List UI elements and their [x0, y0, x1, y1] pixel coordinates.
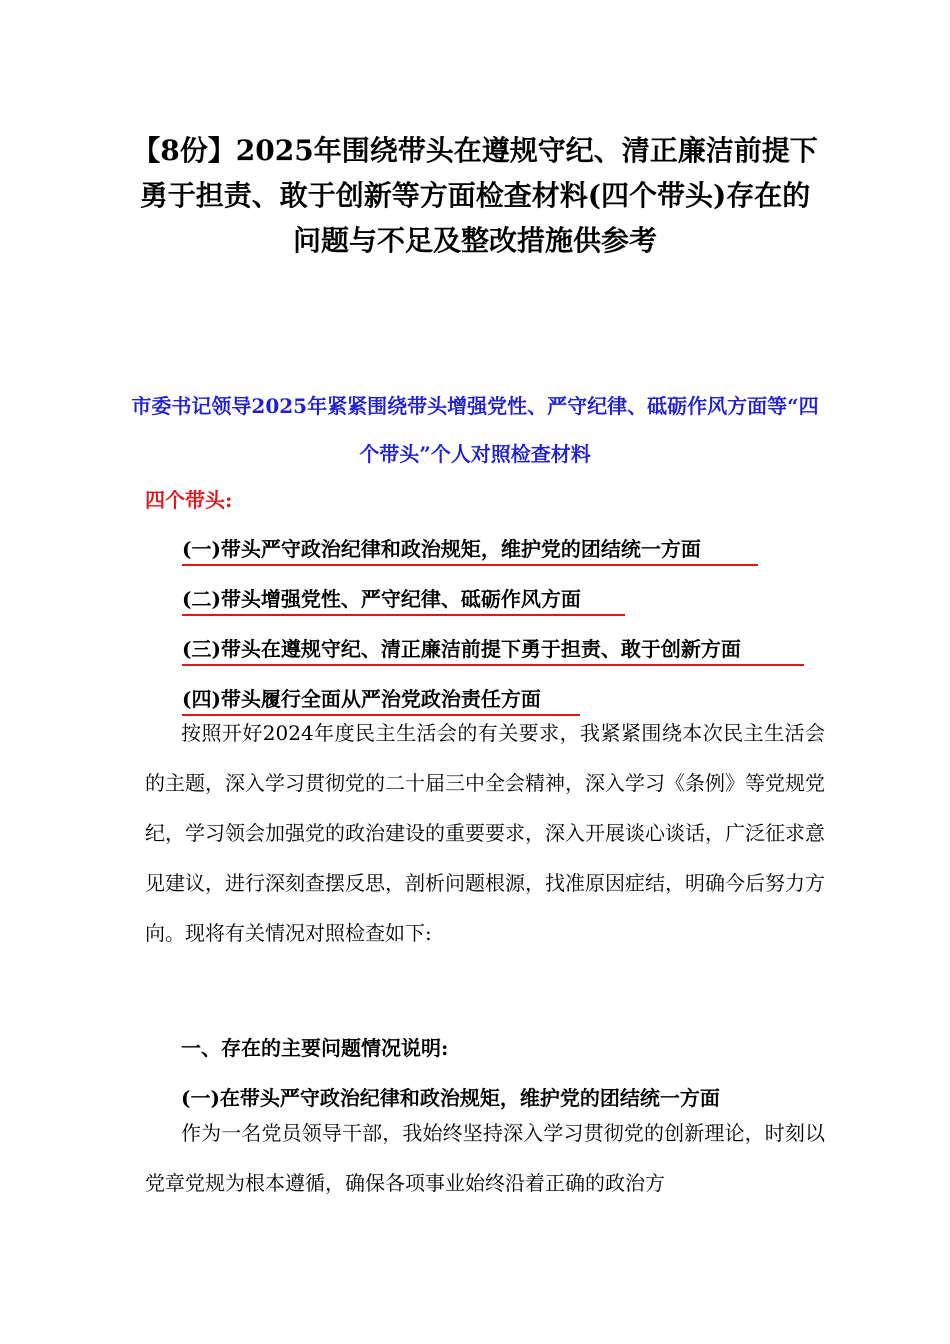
main-title: 【8份】2025年围绕带头在遵规守纪、清正廉洁前提下勇于担责、敢于创新等方面检查材料(四个带头)存在的问题与不足及整改措施供参考	[132, 134, 818, 257]
body-paragraph: 作为一名党员领导干部，我始终坚持深入学习贯彻党的创新理论，时刻以党章党规为根本遵循，确保各项事业始终沿着正确的政治方	[145, 1121, 825, 1195]
list-item: (二)带头增强党性、严守纪律、砥砺作风方面	[182, 584, 625, 616]
list-item: (一)带头严守政治纪律和政治规矩，维护党的团结统一方面	[182, 534, 758, 566]
section-heading: 一、存在的主要问题情况说明:	[181, 1036, 449, 1060]
four-leads-heading: 四个带头:	[145, 488, 233, 512]
subtitle: 市委书记领导2025年紧紧围绕带头增强党性、严守纪律、砥砺作风方面等“四个带头”个人对照检查材料	[131, 394, 819, 466]
intro-paragraph: 按照开好2024年度民主生活会的有关要求，我紧紧围绕本次民主生活会的主题，深入学习贯彻党的二十届三中全会精神，深入学习《条例》等党规党纪，学习领会加强党的政治建设的重要要求，深入开展谈心谈话，广泛征求意见建议，进行深刻查摆反思，剖析问题根源，找准原因症结，明确今后努力方向。现将有关情况对照检查如下:	[145, 721, 825, 945]
sub-heading: (一)在带头严守政治纪律和政治规矩，维护党的团结统一方面	[181, 1086, 720, 1110]
list-item: (四)带头履行全面从严治党政治责任方面	[182, 684, 580, 716]
list-item: (三)带头在遵规守纪、清正廉洁前提下勇于担责、敢于创新方面	[182, 634, 804, 666]
